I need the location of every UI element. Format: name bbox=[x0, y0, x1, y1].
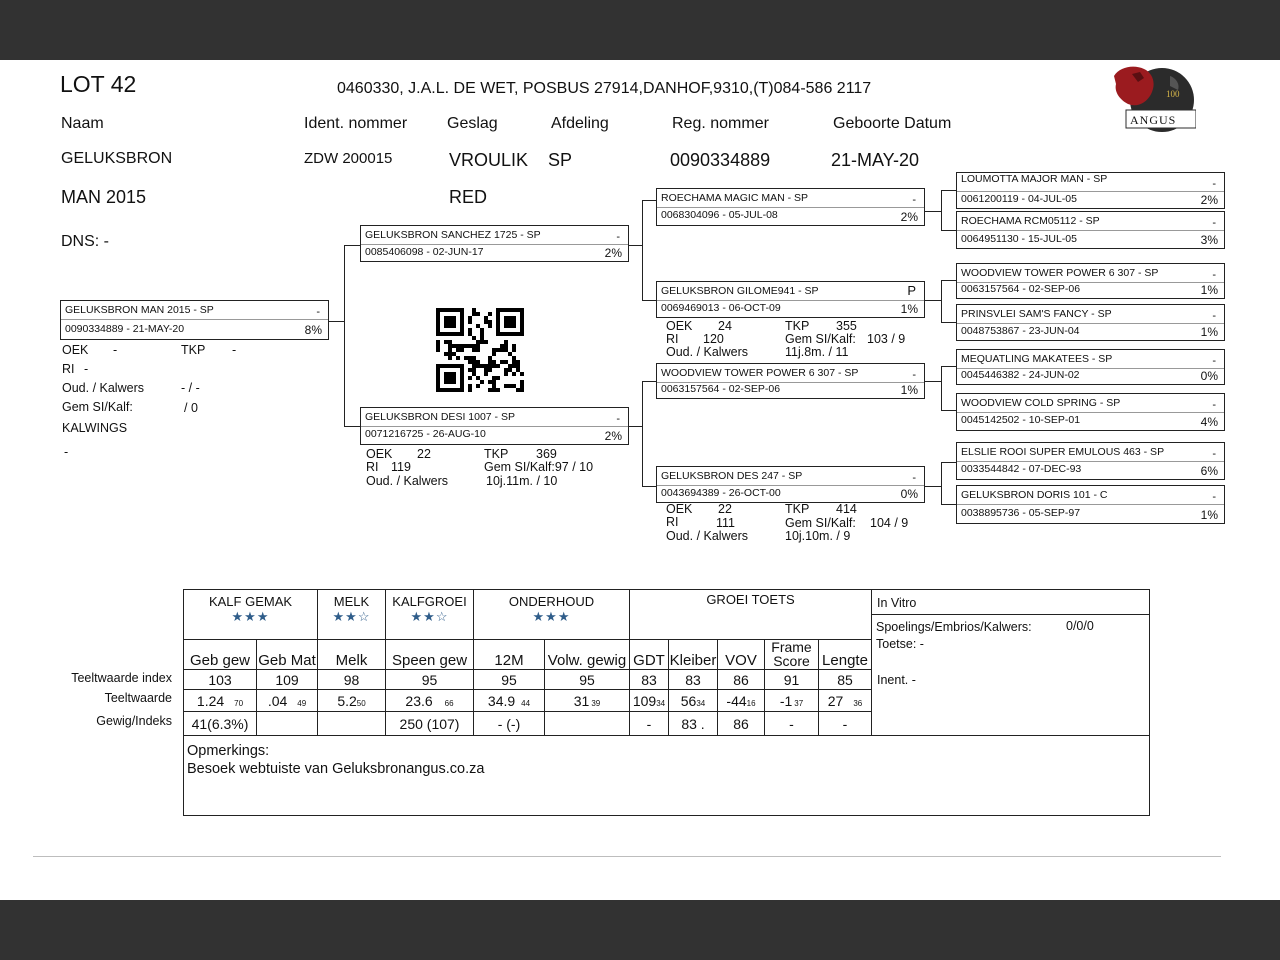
ss-name: ROECHAMA MAGIC MAN - SP bbox=[661, 192, 809, 204]
dd-ri: 111 bbox=[716, 516, 736, 530]
dam-tkp-label: TKP bbox=[484, 447, 509, 461]
in-vitro-panel bbox=[872, 590, 1150, 736]
inent-value: Inent. - bbox=[877, 673, 916, 687]
sire-reg: 0085406098 - 02-JUN-17 bbox=[365, 246, 484, 258]
dd-oek-label: OEK bbox=[666, 502, 693, 516]
subject-ri-label: RI bbox=[62, 362, 75, 376]
weight-cell: 250 (107) bbox=[386, 712, 474, 736]
gen3-1-reg: 0061200119 - 04-JUL-05 bbox=[961, 193, 1077, 205]
pedigree-gen3-2 bbox=[956, 211, 1225, 249]
gen3-5-flag: - bbox=[1212, 355, 1216, 367]
dam-flag: - bbox=[616, 413, 620, 425]
pedigree-gen3-4 bbox=[956, 304, 1225, 341]
gen3-2-flag: - bbox=[1212, 217, 1216, 229]
dam-gem: Gem SI/Kalf:97 / 10 bbox=[484, 460, 594, 474]
index-cell: 95 bbox=[474, 670, 545, 690]
gen3-2-name: ROECHAMA RCM05112 - SP bbox=[961, 215, 1100, 227]
index-cell: 95 bbox=[386, 670, 474, 690]
pedigree-subject bbox=[60, 300, 329, 340]
pedigree-gen3-6 bbox=[956, 393, 1225, 431]
gen3-7-reg: 0033544842 - 07-DEC-93 bbox=[961, 463, 1082, 475]
subject-reg: 0090334889 - 21-MAY-20 bbox=[65, 323, 185, 335]
ebv-cell: 27 36 bbox=[819, 690, 872, 712]
index-cell: 83 bbox=[669, 670, 718, 690]
animal-sex: VROULIK bbox=[449, 150, 529, 170]
subject-kalwings-label: KALWINGS bbox=[62, 421, 128, 435]
weight-cell: - bbox=[630, 712, 669, 736]
group-melk-label: MELK bbox=[333, 594, 370, 609]
subject-oud-label: Oud. / Kalwers bbox=[62, 381, 144, 395]
sire-flag: - bbox=[616, 231, 620, 243]
subject-oud: - / - bbox=[181, 381, 200, 395]
ebv-cell: .04 49 bbox=[257, 690, 318, 712]
kalf-gemak-stars: ★★★ bbox=[231, 609, 270, 624]
pedigree-gen3-3 bbox=[956, 263, 1225, 299]
ebv-cell: -4416 bbox=[718, 690, 765, 712]
ebv-cell: 1.24 70 bbox=[184, 690, 257, 712]
spoelings-value: 0/0/0 bbox=[1066, 619, 1094, 633]
gen3-1-name: LOUMOTTA MAJOR MAN - SP bbox=[961, 173, 1108, 185]
sire-name: GELUKSBRON SANCHEZ 1725 - SP bbox=[365, 229, 541, 241]
subject-name: GELUKSBRON MAN 2015 - SP bbox=[65, 304, 214, 316]
logo-badge: 100 bbox=[1166, 89, 1180, 99]
gen3-8-flag: - bbox=[1212, 491, 1216, 503]
pedigree-gen3-7 bbox=[956, 442, 1225, 480]
gen3-6-name: WOODVIEW COLD SPRING - SP bbox=[961, 397, 1121, 409]
gen3-8-pct: 1% bbox=[1200, 508, 1218, 522]
gen3-2-pct: 3% bbox=[1200, 233, 1218, 247]
dam-oek-label: OEK bbox=[366, 447, 393, 461]
group-kalf-gemak bbox=[184, 590, 318, 640]
label-reg: Reg. nommer bbox=[672, 115, 769, 132]
gen3-6-reg: 0045142502 - 10-SEP-01 bbox=[961, 414, 1081, 426]
animal-reg: 0090334889 bbox=[670, 150, 771, 170]
sd-oek: 24 bbox=[718, 319, 732, 333]
ebv-cell: 5.250 bbox=[318, 690, 386, 712]
row-label-weight: Gewig/Indeks bbox=[96, 714, 172, 728]
dam-reg: 0071216725 - 26-AUG-10 bbox=[365, 428, 486, 440]
group-kalfgroei bbox=[386, 590, 474, 640]
dns-status: DNS: - bbox=[61, 233, 109, 250]
subject-tkp-label: TKP bbox=[181, 343, 206, 357]
sd-oud: 11j.8m. / 11 bbox=[785, 345, 849, 359]
sd-oek-label: OEK bbox=[666, 319, 693, 333]
group-onderhoud-label: ONDERHOUD bbox=[508, 594, 595, 609]
weight-cell bbox=[318, 712, 386, 736]
gen3-5-name: MEQUATLING MAKATEES - SP bbox=[961, 353, 1113, 365]
dam-ri-label: RI bbox=[366, 460, 379, 474]
gen3-2-reg: 0064951130 - 15-JUL-05 bbox=[961, 233, 1077, 245]
dd-flag: - bbox=[912, 472, 916, 484]
viewer-top-bar bbox=[0, 0, 1280, 60]
dd-tkp: 414 bbox=[836, 502, 857, 516]
ds-flag: - bbox=[912, 369, 916, 381]
ds-name: WOODVIEW TOWER POWER 6 307 - SP bbox=[661, 367, 859, 379]
logo-text: ANGUS bbox=[1130, 113, 1177, 127]
group-groei-toets: GROEI TOETS bbox=[630, 590, 872, 640]
subject-tkp: - bbox=[232, 343, 237, 357]
dd-gem-label: Gem SI/Kalf: bbox=[785, 516, 856, 530]
ss-pct: 2% bbox=[900, 210, 918, 224]
pedigree-dd bbox=[656, 466, 925, 503]
gen3-7-flag: - bbox=[1212, 448, 1216, 460]
label-section: Afdeling bbox=[551, 115, 609, 132]
col-lengte: Lengte bbox=[819, 640, 872, 670]
spoelings-label: Spoelings/Embrios/Kalwers: bbox=[876, 620, 1032, 634]
group-kalf-gemak-label: KALF GEMAK bbox=[208, 594, 293, 609]
label-sex: Geslag bbox=[447, 115, 498, 132]
dd-gem: 104 / 9 bbox=[870, 516, 909, 530]
dam-oud-label: Oud. / Kalwers bbox=[366, 474, 448, 488]
ebv-cell: 34.9 44 bbox=[474, 690, 545, 712]
row-label-index: Teeltwaarde index bbox=[71, 671, 172, 685]
footer-divider bbox=[33, 856, 1221, 857]
ebv-cell: -1 37 bbox=[765, 690, 819, 712]
dam-tkp: 369 bbox=[536, 447, 557, 461]
gen3-7-pct: 6% bbox=[1200, 464, 1218, 478]
dam-name: GELUKSBRON DESI 1007 - SP bbox=[365, 411, 515, 423]
col-geb-mat: Geb Mat bbox=[257, 640, 318, 670]
col-gdt: GDT bbox=[630, 640, 669, 670]
ebv-table bbox=[183, 589, 1150, 816]
dd-tkp-label: TKP bbox=[785, 502, 810, 516]
col-geb-gew: Geb gew bbox=[184, 640, 257, 670]
remarks-label: Opmerkings: bbox=[187, 743, 270, 759]
weight-cell: - bbox=[765, 712, 819, 736]
animal-name-line2: MAN 2015 bbox=[61, 187, 147, 207]
weight-cell bbox=[257, 712, 318, 736]
index-cell: 91 bbox=[765, 670, 819, 690]
subject-oek: - bbox=[113, 343, 118, 357]
weight-cell: 86 bbox=[718, 712, 765, 736]
index-cell: 109 bbox=[257, 670, 318, 690]
index-cell: 83 bbox=[630, 670, 669, 690]
subject-kalwings: - bbox=[64, 445, 69, 459]
ss-flag: - bbox=[912, 194, 916, 206]
sd-reg: 0069469013 - 06-OCT-09 bbox=[661, 302, 781, 314]
sd-gem-label: Gem SI/Kalf: bbox=[785, 332, 856, 346]
subject-gem: / 0 bbox=[184, 401, 198, 415]
col-vov: VOV bbox=[718, 640, 765, 670]
animal-section: SP bbox=[548, 150, 573, 170]
gen3-4-name: PRINSVLEI SAM'S FANCY - SP bbox=[961, 308, 1112, 320]
col-speen-gew: Speen gew bbox=[386, 640, 474, 670]
pedigree-sd bbox=[656, 281, 925, 318]
pedigree-dam bbox=[360, 407, 629, 445]
col-12m: 12M bbox=[474, 640, 545, 670]
ss-reg: 0068304096 - 05-JUL-08 bbox=[661, 209, 778, 221]
ebv-cell: 10934 bbox=[630, 690, 669, 712]
dd-oek: 22 bbox=[718, 502, 732, 516]
row-label-ebv: Teeltwaarde bbox=[104, 691, 172, 705]
subject-oek-label: OEK bbox=[62, 343, 89, 357]
sd-flag: P bbox=[907, 283, 916, 298]
sd-oud-label: Oud. / Kalwers bbox=[666, 345, 748, 359]
sd-gem: 103 / 9 bbox=[867, 332, 906, 346]
melk-stars: ★★☆ bbox=[332, 609, 371, 624]
gen3-4-reg: 0048753867 - 23-JUN-04 bbox=[961, 325, 1080, 337]
weight-cell bbox=[545, 712, 630, 736]
index-cell: 103 bbox=[184, 670, 257, 690]
sd-pct: 1% bbox=[900, 302, 918, 316]
breeder-info: 0460330, J.A.L. DE WET, POSBUS 27914,DANHOF,9310,(T)084-586 2117 bbox=[337, 80, 872, 97]
label-birth: Geboorte Datum bbox=[833, 115, 952, 132]
remarks-text: Besoek webtuiste van Geluksbronangus.co.za bbox=[187, 761, 485, 778]
subject-gem-label: Gem SI/Kalf: bbox=[62, 400, 133, 414]
sd-name: GELUKSBRON GILOME941 - SP bbox=[661, 285, 819, 297]
dd-oud-label: Oud. / Kalwers bbox=[666, 529, 748, 543]
subject-ri: - bbox=[84, 362, 89, 376]
gen3-5-pct: 0% bbox=[1200, 369, 1218, 383]
ebv-cell: 5634 bbox=[669, 690, 718, 712]
remarks-box bbox=[184, 736, 1150, 816]
index-cell: 86 bbox=[718, 670, 765, 690]
group-melk bbox=[318, 590, 386, 640]
pedigree-gen3-8 bbox=[956, 485, 1225, 524]
gen3-4-pct: 1% bbox=[1200, 325, 1218, 339]
dd-pct: 0% bbox=[900, 487, 918, 501]
ebv-cell: 23.6 66 bbox=[386, 690, 474, 712]
dam-oud: 10j.11m. / 10 bbox=[486, 474, 558, 488]
gen3-5-reg: 0045446382 - 24-JUN-02 bbox=[961, 369, 1080, 381]
animal-colour: RED bbox=[449, 187, 488, 207]
dam-oek: 22 bbox=[417, 447, 431, 461]
gen3-8-reg: 0038895736 - 05-SEP-97 bbox=[961, 507, 1081, 519]
label-name: Naam bbox=[61, 115, 104, 132]
animal-ident: ZDW 200015 bbox=[304, 150, 393, 167]
gen3-3-name: WOODVIEW TOWER POWER 6 307 - SP bbox=[961, 267, 1159, 279]
ds-pct: 1% bbox=[900, 383, 918, 397]
lot-number: LOT 42 bbox=[60, 71, 137, 97]
gen3-1-flag: - bbox=[1212, 178, 1216, 190]
group-onderhoud bbox=[474, 590, 630, 640]
col-frame-score: Frame Score bbox=[765, 640, 819, 670]
qr-code bbox=[436, 308, 524, 392]
onderhoud-stars: ★★★ bbox=[532, 609, 571, 624]
sire-pct: 2% bbox=[604, 246, 622, 260]
gen3-3-reg: 0063157564 - 02-SEP-06 bbox=[961, 283, 1081, 295]
subject-flag: - bbox=[316, 306, 320, 318]
dd-ri-label: RI bbox=[666, 515, 679, 529]
index-cell: 95 bbox=[545, 670, 630, 690]
dd-name: GELUKSBRON DES 247 - SP bbox=[661, 470, 803, 482]
dd-reg: 0043694389 - 26-OCT-00 bbox=[661, 487, 781, 499]
toetse-value: Toetse: - bbox=[876, 637, 924, 651]
viewer-bottom-bar bbox=[0, 900, 1280, 960]
dd-oud: 10j.10m. / 9 bbox=[785, 529, 851, 543]
animal-birth: 21-MAY-20 bbox=[831, 150, 920, 170]
weight-cell: 83 . bbox=[669, 712, 718, 736]
gen3-7-name: ELSLIE ROOI SUPER EMULOUS 463 - SP bbox=[961, 446, 1165, 458]
gen3-4-flag: - bbox=[1212, 310, 1216, 322]
index-cell: 85 bbox=[819, 670, 872, 690]
sd-ri: 120 bbox=[703, 332, 724, 346]
pedigree-ds bbox=[656, 363, 925, 399]
pedigree-sire bbox=[360, 225, 629, 262]
ebv-cell: 31 39 bbox=[545, 690, 630, 712]
dam-ri: 119 bbox=[391, 460, 411, 474]
sd-tkp-label: TKP bbox=[785, 319, 810, 333]
sd-tkp: 355 bbox=[836, 319, 857, 333]
angus-logo bbox=[1110, 62, 1196, 138]
pedigree-gen3-1 bbox=[956, 172, 1225, 209]
kalfgroei-stars: ★★☆ bbox=[410, 609, 449, 624]
col-melk: Melk bbox=[318, 640, 386, 670]
in-vitro-label: In Vitro bbox=[872, 590, 1149, 615]
subject-pct: 8% bbox=[304, 323, 322, 337]
gen3-6-pct: 4% bbox=[1200, 415, 1218, 429]
ds-reg: 0063157564 - 02-SEP-06 bbox=[661, 383, 781, 395]
gen3-8-name: GELUKSBRON DORIS 101 - C bbox=[961, 489, 1108, 501]
weight-cell: - bbox=[819, 712, 872, 736]
group-kalfgroei-label: KALFGROEI bbox=[392, 594, 467, 609]
dam-pct: 2% bbox=[604, 429, 622, 443]
gen3-3-flag: - bbox=[1212, 269, 1216, 281]
animal-name: GELUKSBRON bbox=[61, 150, 173, 167]
weight-cell: - (-) bbox=[474, 712, 545, 736]
pedigree-ss bbox=[656, 188, 925, 226]
sd-ri-label: RI bbox=[666, 332, 679, 346]
index-cell: 98 bbox=[318, 670, 386, 690]
gen3-6-flag: - bbox=[1212, 399, 1216, 411]
col-kleiber: Kleiber bbox=[669, 640, 718, 670]
gen3-1-pct: 2% bbox=[1200, 193, 1218, 207]
weight-cell: 41(6.3%) bbox=[184, 712, 257, 736]
label-ident: Ident. nommer bbox=[304, 115, 408, 132]
gen3-3-pct: 1% bbox=[1200, 283, 1218, 297]
pedigree-gen3-5 bbox=[956, 349, 1225, 385]
col-volw-gewig: Volw. gewig bbox=[545, 640, 630, 670]
